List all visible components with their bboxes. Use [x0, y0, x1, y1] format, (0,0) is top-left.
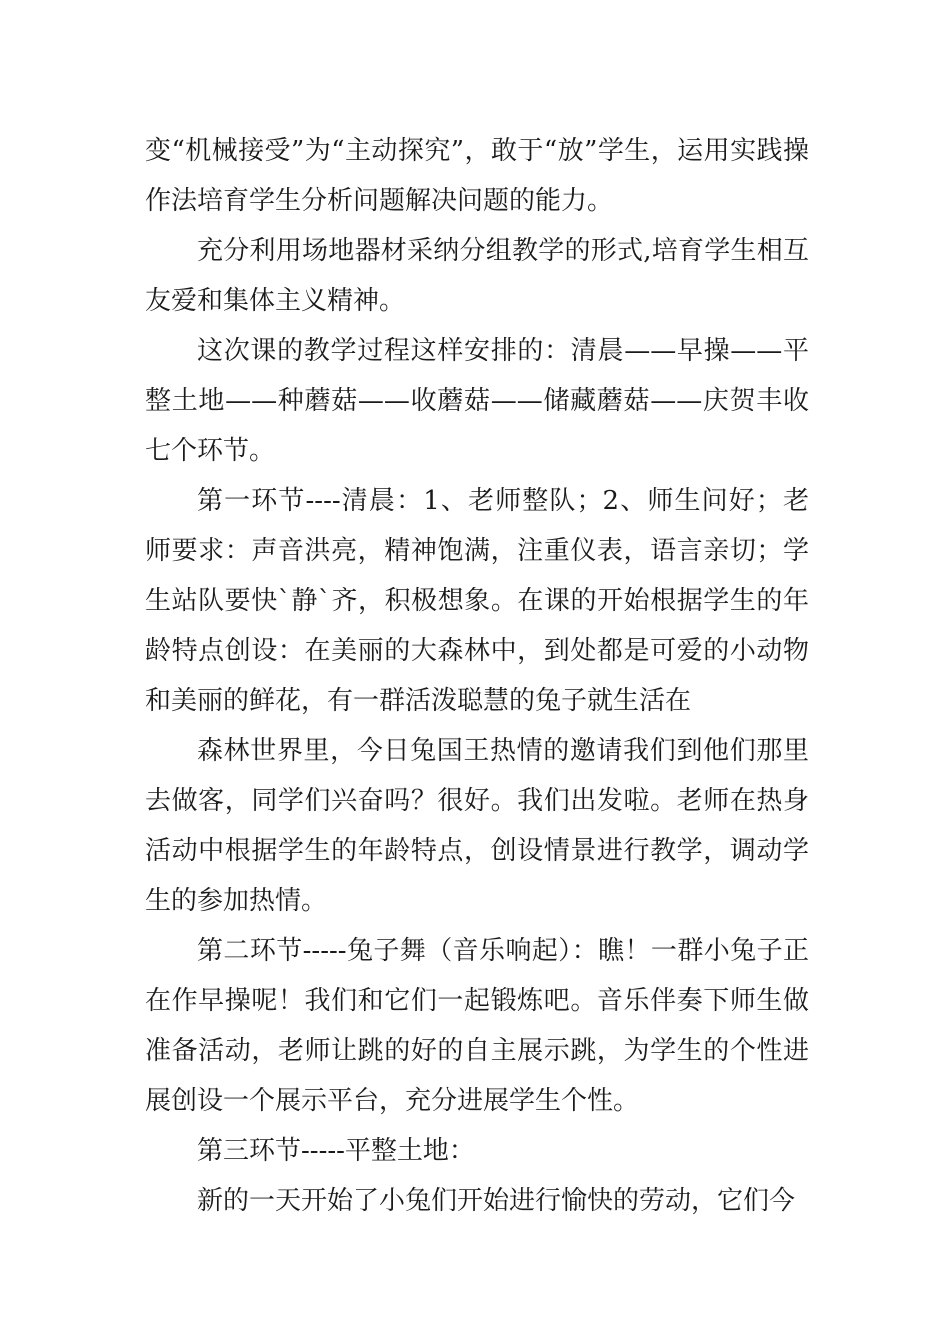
- paragraph-3: 这次课的教学过程这样安排的：清晨——早操——平整土地——种蘑菇——收蘑菇——储藏蘑菇——庆贺丰收七个环节。: [145, 336, 809, 466]
- paragraph-6: 第二环节-----兔子舞（音乐响起）：瞧！一群小兔子正在作早操呢！我们和它们一起锻炼吧。音乐伴奏下师生做准备活动，老师让跳的好的自主展示跳，为学生的个性进展创设一个展示平台，充分进展学生个性。: [145, 936, 809, 1116]
- paragraph-4: 第一环节----清晨：1、老师整队；2、师生问好；老师要求：声音洪亮，精神饱满，注重仪表，语言亲切；学生站队要快`静`齐，积极想象。在课的开始根据学生的年龄特点创设：在美丽的大森林中，到处都是可爱的小动物和美丽的鲜花，有一群活泼聪慧的兔子就生活在: [145, 486, 809, 716]
- paragraph-2: 充分利用场地器材采纳分组教学的形式,培育学生相互友爱和集体主义精神。: [145, 236, 809, 316]
- paragraph-1: 变“机械接受”为“主动探究”，敢于“放”学生，运用实践操作法培育学生分析问题解决问题的能力。: [145, 136, 809, 216]
- paragraph-8: 新的一天开始了小兔们开始进行愉快的劳动，它们今: [197, 1186, 796, 1216]
- paragraph-5: 森林世界里，今日兔国王热情的邀请我们到他们那里去做客，同学们兴奋吗？很好。我们出发啦。老师在热身活动中根据学生的年龄特点，创设情景进行教学，调动学生的参加热情。: [145, 736, 809, 916]
- paragraph-7: 第三环节-----平整土地：: [197, 1136, 475, 1166]
- document-body: [145, 126, 809, 1226]
